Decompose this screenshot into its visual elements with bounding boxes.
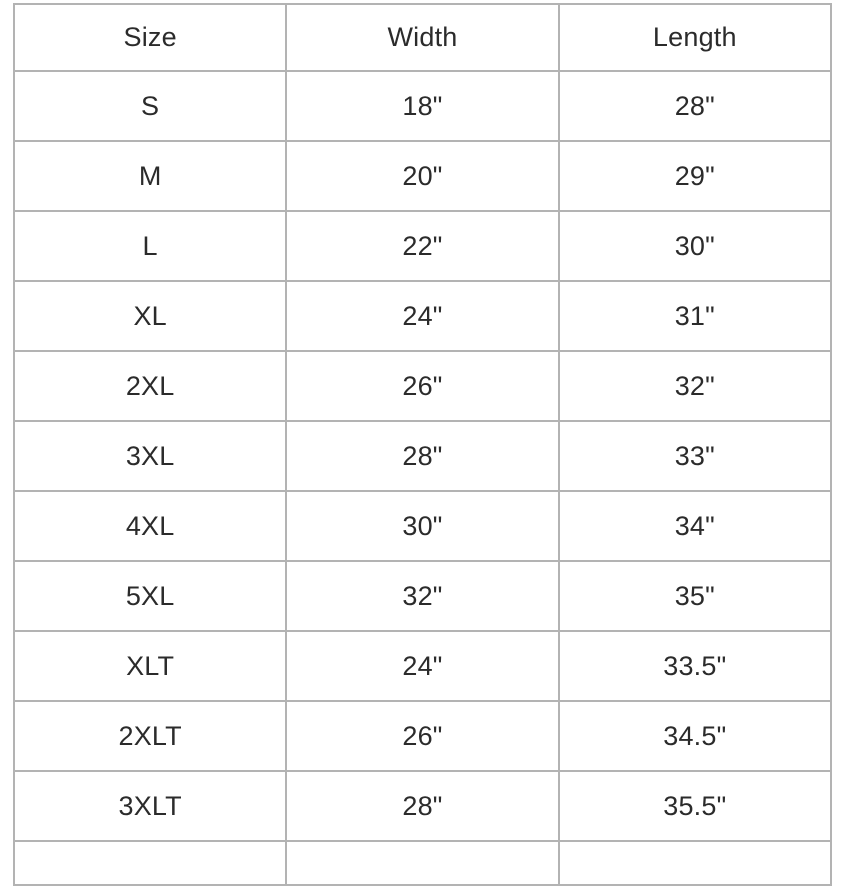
- length-cell: 29": [559, 141, 831, 211]
- size-cell: 4XL: [14, 491, 286, 561]
- length-cell: 28": [559, 71, 831, 141]
- table-row: [14, 211, 831, 281]
- table-row: [14, 141, 831, 211]
- table-row: [14, 771, 831, 841]
- table-row: [14, 281, 831, 351]
- size-cell: 2XL: [14, 351, 286, 421]
- length-cell: 33": [559, 421, 831, 491]
- width-cell: 20": [286, 141, 558, 211]
- size-cell: XL: [14, 281, 286, 351]
- size-cell: [14, 841, 286, 885]
- length-cell: 33.5": [559, 631, 831, 701]
- width-cell: 24": [286, 631, 558, 701]
- size-cell: XLT: [14, 631, 286, 701]
- table-row: [14, 491, 831, 561]
- size-chart-header: [14, 4, 831, 71]
- size-cell: 5XL: [14, 561, 286, 631]
- size-cell: 3XL: [14, 421, 286, 491]
- size-cell: 2XLT: [14, 701, 286, 771]
- width-cell: 22": [286, 211, 558, 281]
- length-cell: [559, 841, 831, 885]
- length-cell: 35": [559, 561, 831, 631]
- length-cell: 35.5": [559, 771, 831, 841]
- size-cell: M: [14, 141, 286, 211]
- size-chart-body: [14, 71, 831, 885]
- length-cell: 31": [559, 281, 831, 351]
- size-cell: S: [14, 71, 286, 141]
- size-chart-container: [13, 3, 832, 886]
- width-cell: 32": [286, 561, 558, 631]
- table-row: [14, 71, 831, 141]
- header-row: [14, 4, 831, 71]
- width-cell: [286, 841, 558, 885]
- width-cell: 24": [286, 281, 558, 351]
- size-cell: L: [14, 211, 286, 281]
- table-row: [14, 421, 831, 491]
- table-row: [14, 631, 831, 701]
- width-cell: 28": [286, 771, 558, 841]
- table-row: [14, 701, 831, 771]
- width-cell: 26": [286, 701, 558, 771]
- length-cell: 34.5": [559, 701, 831, 771]
- width-cell: 26": [286, 351, 558, 421]
- length-cell: 32": [559, 351, 831, 421]
- length-cell: 34": [559, 491, 831, 561]
- table-row-partial: [14, 841, 831, 885]
- size-cell: 3XLT: [14, 771, 286, 841]
- width-cell: 18": [286, 71, 558, 141]
- header-cell-length: Length: [559, 4, 831, 71]
- header-cell-size: Size: [14, 4, 286, 71]
- table-row: [14, 351, 831, 421]
- width-cell: 28": [286, 421, 558, 491]
- width-cell: 30": [286, 491, 558, 561]
- header-cell-width: Width: [286, 4, 558, 71]
- size-chart-table: [13, 3, 832, 886]
- length-cell: 30": [559, 211, 831, 281]
- table-row: [14, 561, 831, 631]
